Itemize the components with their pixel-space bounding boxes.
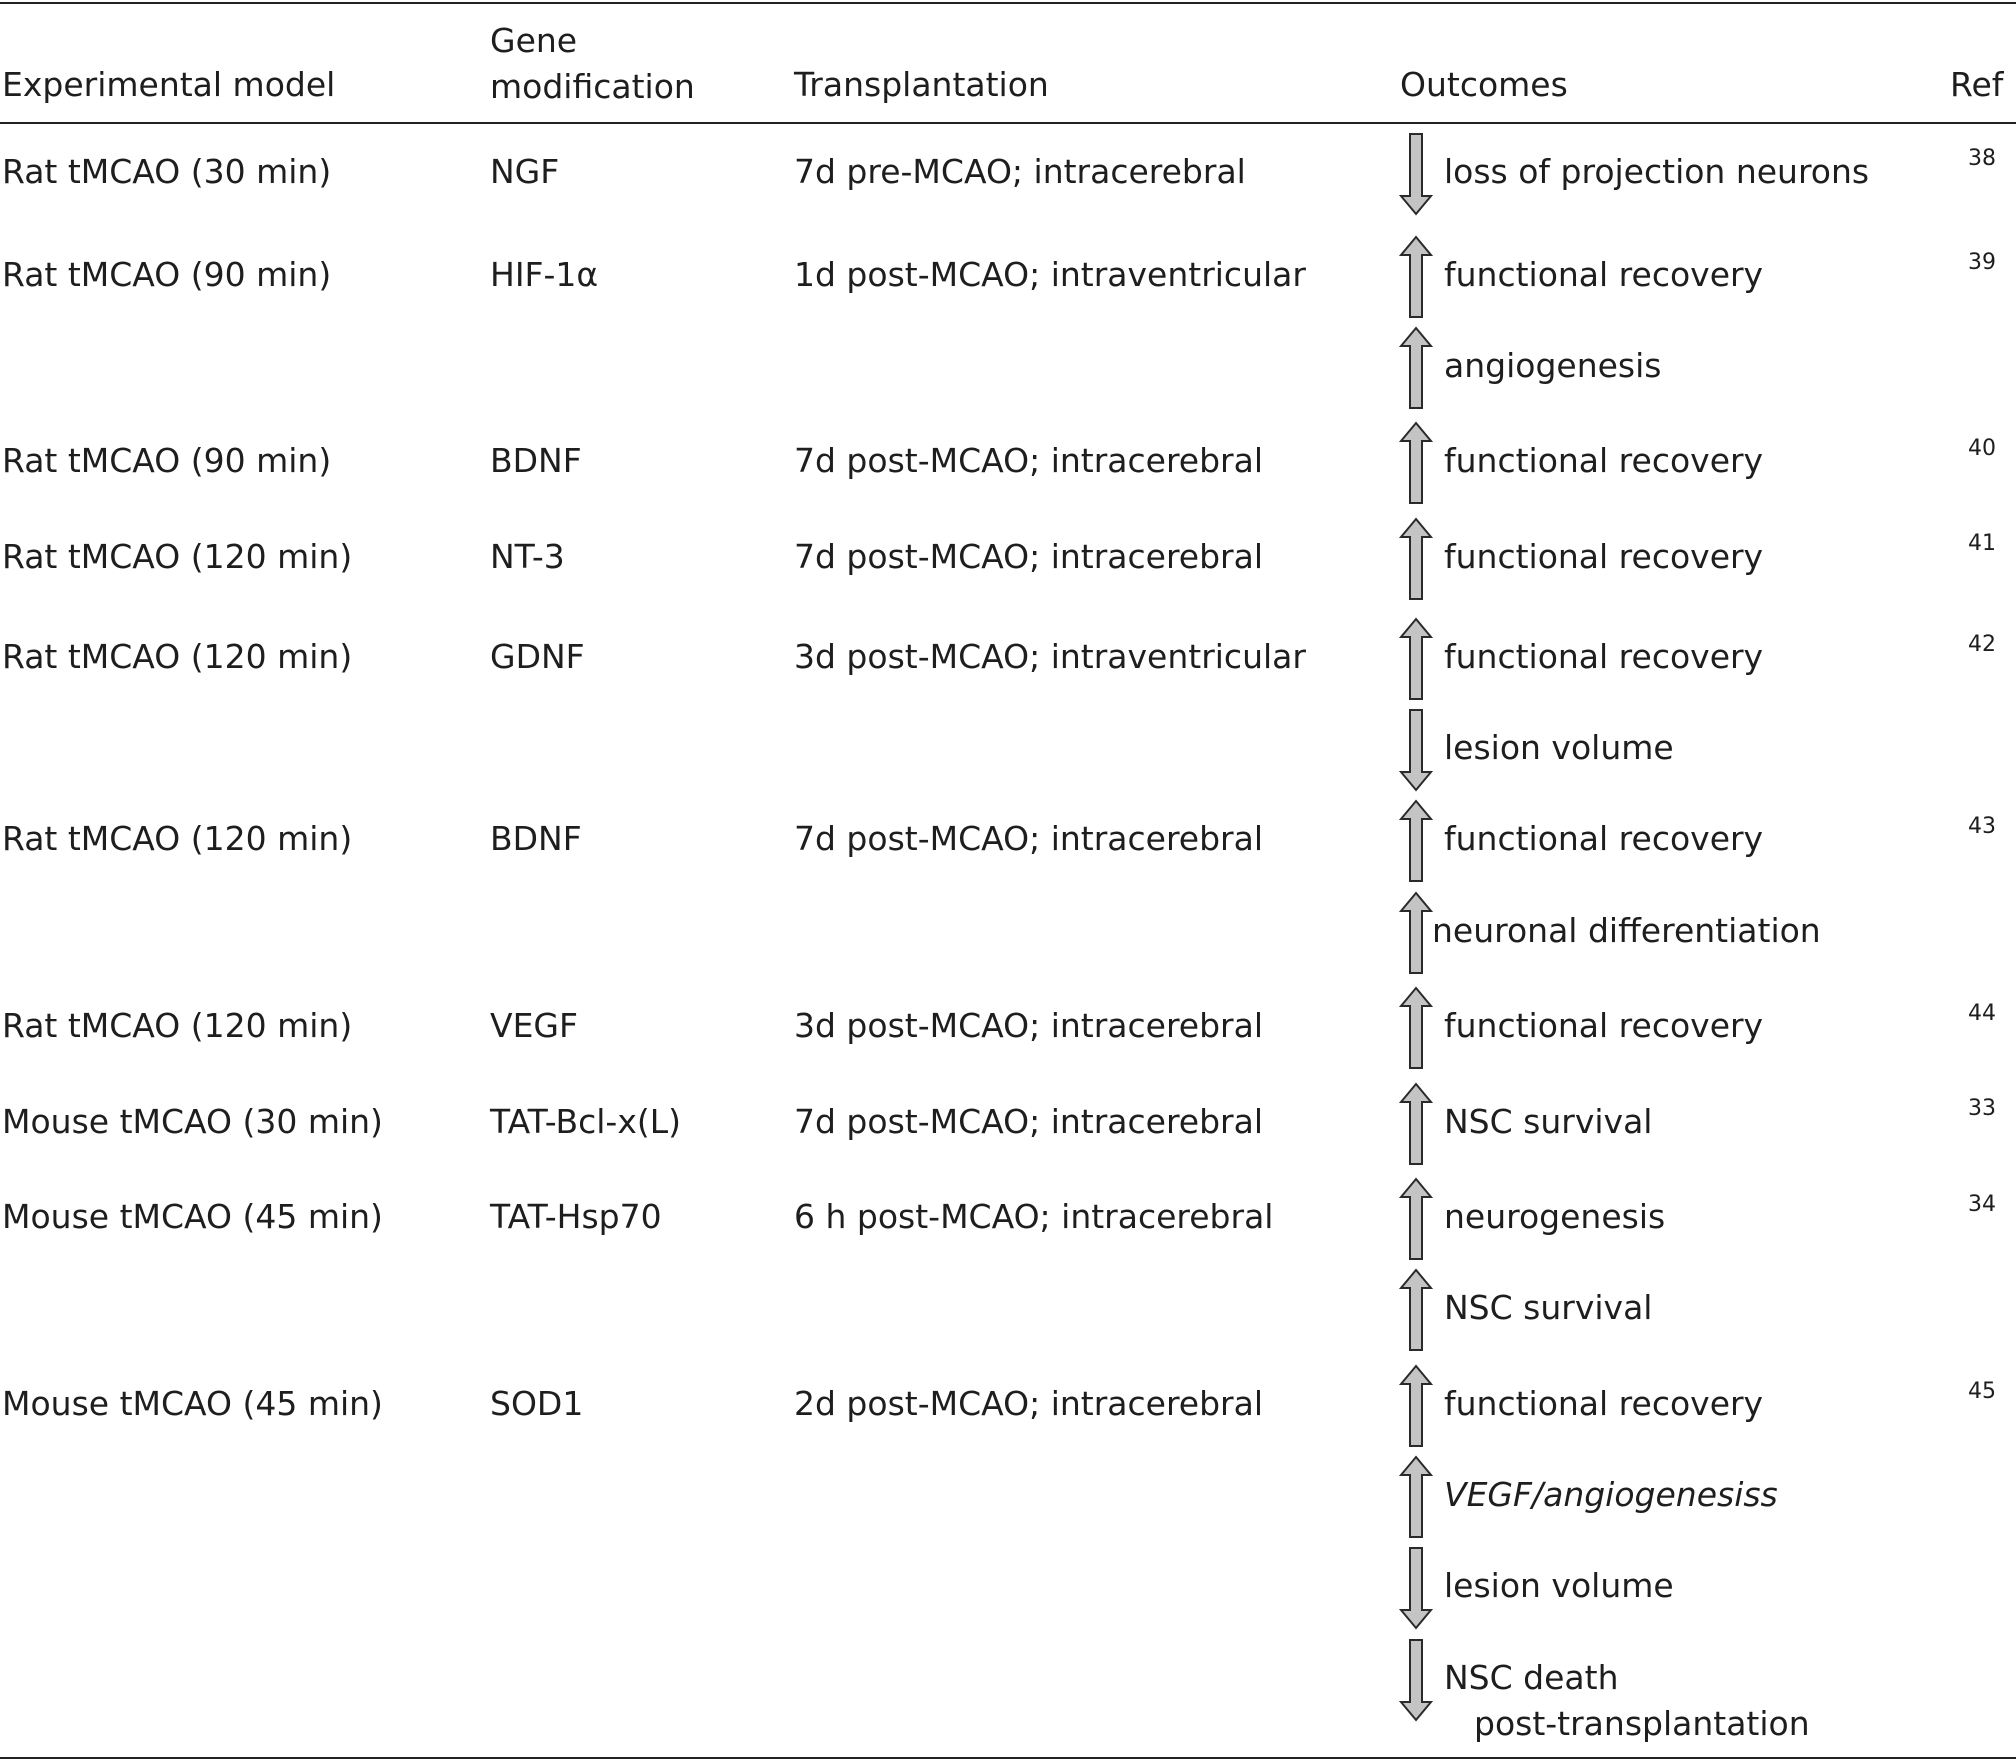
arrow-down-icon <box>1399 1638 1433 1722</box>
row-7-model: Rat tMCAO (120 min) <box>2 1006 353 1045</box>
row-5-ref: 42 <box>1968 632 1996 657</box>
arrow-up-icon <box>1399 799 1433 883</box>
header-rule <box>0 122 2016 124</box>
header-ref: Ref <box>1950 65 2004 104</box>
arrow-up-icon <box>1399 986 1433 1070</box>
row-3-gene: BDNF <box>490 441 582 480</box>
arrow-up-icon <box>1399 326 1433 410</box>
row-9-model: Mouse tMCAO (45 min) <box>2 1197 383 1236</box>
row-3-transplantation: 7d post-MCAO; intracerebral <box>794 441 1264 480</box>
row-4-model: Rat tMCAO (120 min) <box>2 537 353 576</box>
row-5-gene: GDNF <box>490 637 585 676</box>
row-7-outcome-1: functional recovery <box>1444 1006 1764 1045</box>
row-9-ref: 34 <box>1968 1192 1996 1217</box>
row-4-transplantation: 7d post-MCAO; intracerebral <box>794 537 1264 576</box>
arrow-up-icon <box>1399 421 1433 505</box>
row-6-outcome-2: neuronal differentiation <box>1432 911 1821 950</box>
row-1-gene: NGF <box>490 152 560 191</box>
row-5-model: Rat tMCAO (120 min) <box>2 637 353 676</box>
row-10-outcome-1: functional recovery <box>1444 1384 1764 1423</box>
row-4-outcome-1: functional recovery <box>1444 537 1764 576</box>
row-6-model: Rat tMCAO (120 min) <box>2 819 353 858</box>
row-7-ref: 44 <box>1968 1001 1996 1026</box>
row-5-transplantation: 3d post-MCAO; intraventricular <box>794 637 1306 676</box>
header-outcomes: Outcomes <box>1400 65 1568 104</box>
row-10-outcome-3: lesion volume <box>1444 1566 1674 1605</box>
row-4-gene: NT-3 <box>490 537 565 576</box>
bottom-rule <box>0 1757 2016 1759</box>
row-7-gene: VEGF <box>490 1006 578 1045</box>
row-2-transplantation: 1d post-MCAO; intraventricular <box>794 255 1306 294</box>
row-10-outcome-2: VEGF/angiogenesiss <box>1444 1475 1778 1514</box>
row-2-ref: 39 <box>1968 250 1996 275</box>
row-9-gene: TAT-Hsp70 <box>490 1197 662 1236</box>
row-9-outcome-1: neurogenesis <box>1444 1197 1666 1236</box>
arrow-up-icon <box>1399 617 1433 701</box>
row-3-outcome-1: functional recovery <box>1444 441 1764 480</box>
row-10-outcome-4 <box>1444 1655 1810 1747</box>
row-9-outcome-2: NSC survival <box>1444 1288 1653 1327</box>
arrow-up-icon <box>1399 1082 1433 1166</box>
header-transplantation: Transplantation <box>794 65 1049 104</box>
row-1-ref: 38 <box>1968 146 1996 171</box>
row-1-model: Rat tMCAO (30 min) <box>2 152 332 191</box>
arrow-up-icon <box>1399 1364 1433 1448</box>
top-rule <box>0 2 2016 4</box>
row-5-outcome-2: lesion volume <box>1444 728 1674 767</box>
row-2-gene: HIF-1α <box>490 255 599 294</box>
arrow-up-icon <box>1399 1177 1433 1261</box>
row-8-model: Mouse tMCAO (30 min) <box>2 1102 383 1141</box>
row-10-ref: 45 <box>1968 1379 1996 1404</box>
row-10-transplantation: 2d post-MCAO; intracerebral <box>794 1384 1264 1423</box>
row-1-outcome-1: loss of projection neurons <box>1444 152 1870 191</box>
row-4-ref: 41 <box>1968 531 1996 556</box>
row-8-outcome-1: NSC survival <box>1444 1102 1653 1141</box>
row-6-transplantation: 7d post-MCAO; intracerebral <box>794 819 1264 858</box>
row-1-transplantation: 7d pre-MCAO; intracerebral <box>794 152 1246 191</box>
row-10-outcome-4-line1: NSC death <box>1444 1658 1619 1697</box>
header-gene-line1: Gene <box>490 21 578 60</box>
row-3-ref: 40 <box>1968 436 1996 461</box>
arrow-down-icon <box>1399 708 1433 792</box>
header-gene-modification <box>490 18 695 110</box>
arrow-up-icon <box>1399 1455 1433 1539</box>
row-5-outcome-1: functional recovery <box>1444 637 1764 676</box>
row-10-outcome-4-line2: post-transplantation <box>1474 1704 1810 1743</box>
arrow-up-icon <box>1399 891 1433 975</box>
row-2-outcome-1: functional recovery <box>1444 255 1764 294</box>
row-3-model: Rat tMCAO (90 min) <box>2 441 332 480</box>
arrow-up-icon <box>1399 1268 1433 1352</box>
arrow-up-icon <box>1399 517 1433 601</box>
row-10-gene: SOD1 <box>490 1384 584 1423</box>
row-8-gene: TAT-Bcl-x(L) <box>490 1102 681 1141</box>
row-6-ref: 43 <box>1968 814 1996 839</box>
arrow-down-icon <box>1399 132 1433 216</box>
arrow-up-icon <box>1399 235 1433 319</box>
header-experimental-model: Experimental model <box>2 65 336 104</box>
row-2-outcome-2: angiogenesis <box>1444 346 1662 385</box>
row-2-model: Rat tMCAO (90 min) <box>2 255 332 294</box>
arrow-down-icon <box>1399 1546 1433 1630</box>
row-8-transplantation: 7d post-MCAO; intracerebral <box>794 1102 1264 1141</box>
row-7-transplantation: 3d post-MCAO; intracerebral <box>794 1006 1264 1045</box>
row-6-outcome-1: functional recovery <box>1444 819 1764 858</box>
row-9-transplantation: 6 h post-MCAO; intracerebral <box>794 1197 1274 1236</box>
header-gene-line2: modification <box>490 67 695 106</box>
row-6-gene: BDNF <box>490 819 582 858</box>
row-8-ref: 33 <box>1968 1096 1996 1121</box>
row-10-model: Mouse tMCAO (45 min) <box>2 1384 383 1423</box>
